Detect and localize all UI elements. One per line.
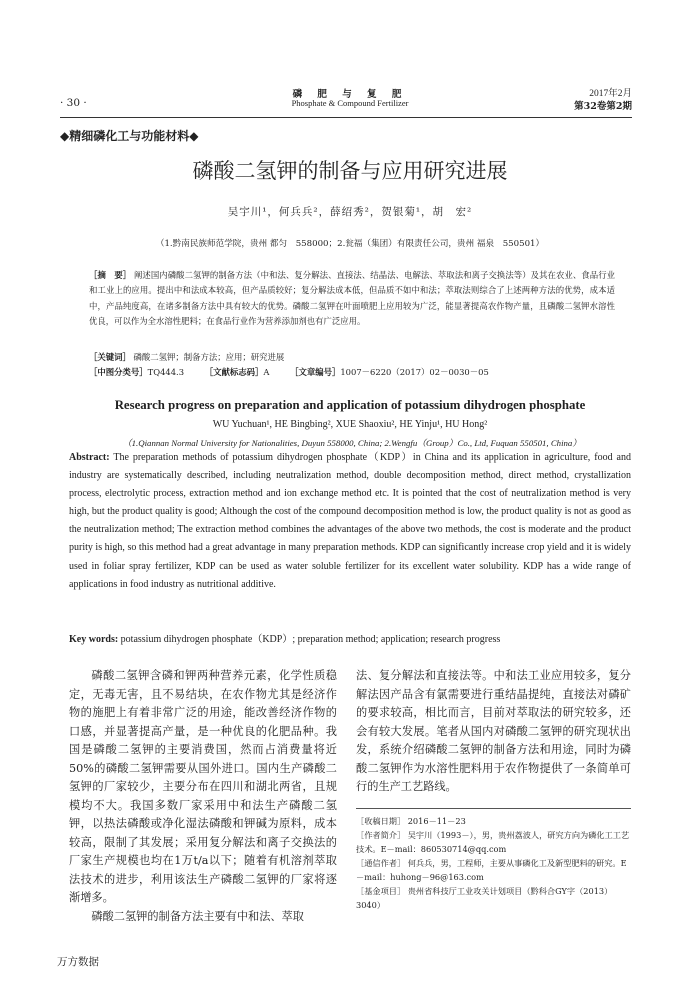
journal-title-en: Phosphate & Compound Fertilizer xyxy=(291,98,409,108)
english-keywords-text: potassium dihydrogen phosphate（KDP）; preparation method; application; research progress xyxy=(118,634,501,645)
issue-volume: 第32卷第2期 xyxy=(574,101,632,112)
body-paragraph: 磷酸二氢钾含磷和钾两种营养元素，化学性质稳定，无毒无害，且不易结块，在农作物尤其是经济作物的施肥上有着非常广泛的用途，能改善经济作物的口感，并显著提高产量，是一种优良的化肥品种。我国是磷酸二氢钾的主要消费国，然而占消费量将近50%的磷酸二氢钾需要从国外进口。国内生产磷酸二氢钾的厂家较少，主要分布在四川和湖北两省，且规模均不大。我国多数厂家采用中和法生产磷酸二氢钾，以热法磷酸或净化湿法磷酸和钾碱为原料，成本较高，限制了其发展；采用复分解法和离子交换法的厂家生产规模也均在1万t/a以下；随着有机溶剂萃取法技术的进步，利用该法生产磷酸二氢钾的厂家将逐渐增多。 xyxy=(69,669,337,904)
abstract-cn-text: 阐述国内磷酸二氢钾的制备方法（中和法、复分解法、直接法、结晶法、电解法、萃取法和离子交换法等）及其在农业、食品行业和工业上的应用。提出中和法成本较高，但产品质较好；复分解法成本低，但品质不如中和法；萃取法则综合了上述两种方法的优势，成本适中，产品纯度高，在诸多制备方法中具有较大的优势。磷酸二氢钾在叶面喷肥上应用较为广泛，能显著提高农作物产量，且磷酸二氢钾水溶性优良，可以作为全水溶性肥料；在食品行业作为营养添加剂也有广泛应用。 xyxy=(89,270,616,326)
keywords-cn xyxy=(89,351,284,363)
issue-date: 2017年2月 xyxy=(589,89,632,99)
journal-title-cn: 磷 肥 与 复 肥 xyxy=(292,89,408,100)
doc-code-value: A xyxy=(263,367,270,377)
authors-cn: 吴宇川¹，何兵兵²，薛绍秀²，贺银菊¹，胡 宏² xyxy=(227,206,473,218)
english-keywords xyxy=(69,630,631,645)
abstract-cn xyxy=(89,268,615,329)
english-authors: WU Yuchuan¹, HE Bingbing², XUE Shaoxiu², HE Yinju¹, HU Hong² xyxy=(212,419,488,430)
english-title: Research progress on preparation and application of potassium dihydrogen phosphate xyxy=(114,398,586,412)
section-label: ◆精细磷化工与功能材料◆ xyxy=(60,129,199,143)
header-divider xyxy=(60,117,632,118)
footnote-divider xyxy=(356,808,631,809)
footnote-funding: ［基金项目］ 贵州省科技厅工业攻关计划项目（黔科合GY字（2013）3040） xyxy=(356,886,613,910)
footnote-corresponding: ［通信作者］ 何兵兵，男，工程师，主要从事磷化工及新型肥料的研究。E－mail：huhong－96@163.com xyxy=(356,858,627,882)
clc-label: ［中图分类号］ xyxy=(89,367,148,377)
footnote-author: ［作者简介］ 吴宇川（1993－），男，贵州荔波人，研究方向为磷化工工艺技术。E－mail：860530714@qq.com xyxy=(356,830,630,854)
article-no-label: ［文章编号］ xyxy=(290,367,341,377)
english-keywords-label: Key words: xyxy=(69,634,119,645)
english-abstract-text: The preparation methods of potassium dihydrogen phosphate（KDP）in China and its application in agriculture, food and industry are systematically described, including neutralization method, double decomposition method, direct method, crystallization process, electrolytic process, extraction method and ion exchange method etc. It is pointed that the cost of neutralization method is very high, but the product quality is good; Although the cost of the compound decomposition method is low, the product quality is not as good as the neutralization method; The extraction method combines the advantages of the above two methods, the cost is moderate and the product purity is high, so this method had a great advantage in many preparation methods. KDP can significantly increase crop yield and it is widely used in foliar spray fertilizer, KDP can be used as water soluble fertilizer for its excellent water solubility. KDP has a wide range of applications in food industry as nutritional additive. xyxy=(69,452,631,590)
keywords-cn-text: 磷酸二氢钾；制备方法；应用；研究进展 xyxy=(133,352,285,362)
wanfang-watermark: 万方数据 xyxy=(57,956,99,968)
english-abstract xyxy=(69,449,631,594)
page-number: · 30 · xyxy=(60,97,87,109)
article-no-value: 1007－6220（2017）02－0030－05 xyxy=(340,367,489,377)
body-paragraph: 法、复分解法和直接法等。中和法工业应用较多，复分解法因产品含有氯需要进行重结晶提纯，直接法对磷矿的要求较高，相比而言，目前对萃取法的研究较多，还会有较大发展。笔者从国内对磷酸二氢钾的研究现状出发，系统介绍磷酸二氢钾的制备方法和用途，同时为磷酸二氢钾作为水溶性肥料用于农作物提供了一条简单可行的生产工艺路线。 xyxy=(356,669,631,793)
english-affiliations: （1.Qiannan Normal University for Nationalities, Duyun 558000, China; 2.Wengfu（Group）Co., Ltd, Fuquan 550501, China） xyxy=(122,438,582,448)
body-paragraph: 磷酸二氢钾的制备方法主要有中和法、萃取 xyxy=(91,909,304,923)
footnote-received: ［收稿日期］ 2016－11－23 xyxy=(356,816,466,826)
doc-code-label: ［文献标志码］ xyxy=(204,367,264,377)
classification-line xyxy=(89,366,629,378)
affiliations-cn: （1.黔南民族师范学院，贵州 都匀 558000；2.瓮福（集团）有限责任公司，贵州 福泉 550501） xyxy=(155,239,545,249)
keywords-cn-label: ［关键词］ xyxy=(89,352,131,362)
clc-value: TQ444.3 xyxy=(147,367,185,377)
body-right-column xyxy=(356,667,631,797)
article-title: 磷酸二氢钾的制备与应用研究进展 xyxy=(192,159,508,183)
abstract-cn-label: ［摘 要］ xyxy=(89,270,132,280)
body-left-column xyxy=(69,667,337,926)
footnotes xyxy=(356,814,631,912)
english-abstract-label: Abstract: xyxy=(69,452,110,463)
